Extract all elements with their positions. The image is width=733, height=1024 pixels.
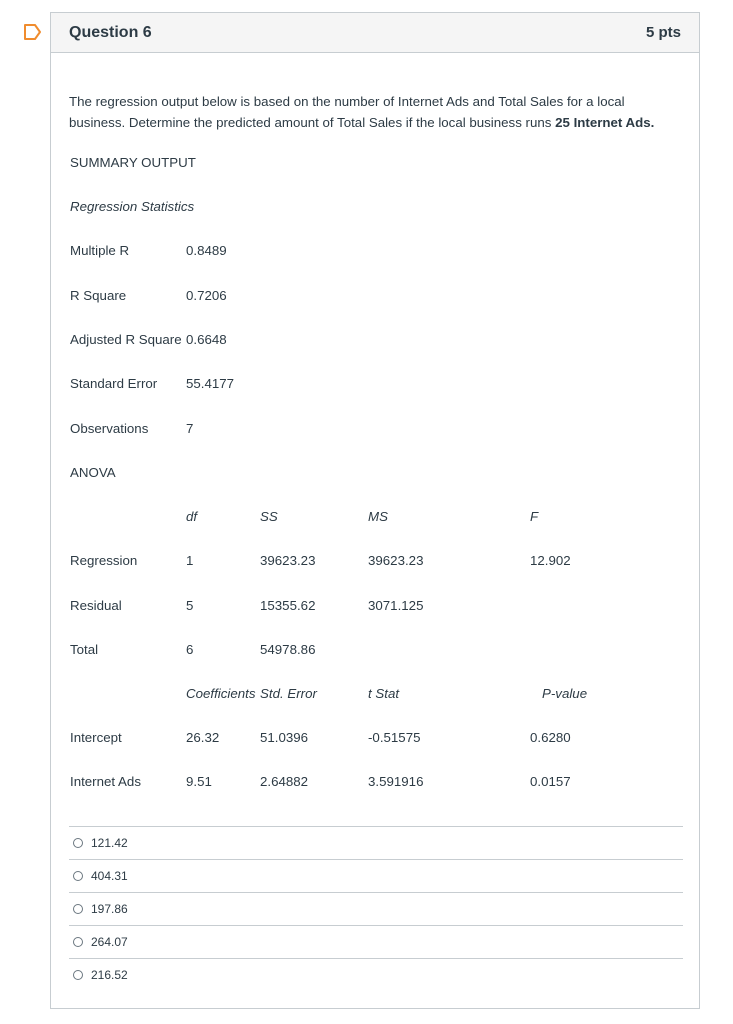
stat-value: 0.6648 [186,332,227,347]
answer-label[interactable]: 264.07 [91,935,128,949]
question-text [69,91,684,133]
anova-cell: 54978.86 [260,642,316,657]
stat-value: 0.8489 [186,243,227,258]
answer-label[interactable]: 216.52 [91,968,128,982]
stat-label: Multiple R [70,243,130,258]
anova-header-f: F [530,509,539,524]
anova-cell: 5 [186,598,194,613]
answer-label[interactable]: 197.86 [91,902,128,916]
answer-option[interactable] [69,826,683,859]
radio-button[interactable] [73,904,83,914]
anova-row-label: Regression [70,553,138,568]
coef-cell: 3.591916 [368,774,424,789]
coef-cell: 0.0157 [530,774,571,789]
coef-header-t-stat: t Stat [368,686,400,701]
answer-option[interactable] [69,859,683,892]
question-text-main: The regression output below is based on the number of Internet Ads and Total Sales for a local business. Determine the predicted amount of Total Sales if the local business runs [69,94,625,130]
anova-cell: 3071.125 [368,598,424,613]
coef-cell: 51.0396 [260,730,309,745]
stat-value: 55.4177 [186,376,235,391]
coef-header-p-value: P-value [542,686,588,701]
answer-list [69,826,683,991]
stat-value: 0.7206 [186,288,227,303]
coef-cell: 2.64882 [260,774,309,789]
question-points: 5 pts [645,24,681,41]
anova-cell: 15355.62 [260,598,316,613]
radio-button[interactable] [73,871,83,881]
answer-option[interactable] [69,958,683,991]
stat-value: 7 [186,421,194,436]
anova-header-ms: MS [368,509,388,524]
bookmark-flag-icon[interactable] [23,23,43,41]
coef-row-label: Internet Ads [70,774,141,789]
answer-label[interactable]: 121.42 [91,836,128,850]
anova-cell: 39623.23 [368,553,424,568]
coef-cell: -0.51575 [368,730,421,745]
coef-row-label: Intercept [70,730,122,745]
answer-label[interactable]: 404.31 [91,869,128,883]
answer-option[interactable] [69,925,683,958]
coef-cell: 26.32 [186,730,220,745]
anova-header-df: df [186,509,198,524]
anova-cell: 12.902 [530,553,571,568]
radio-button[interactable] [73,838,83,848]
anova-row-label: Residual [70,598,122,613]
question-card [50,12,700,1009]
anova-cell: 1 [186,553,194,568]
coef-header-std-error: Std. Error [260,686,317,701]
anova-row-label: Total [70,642,99,657]
anova-cell: 39623.23 [260,553,316,568]
stat-label: R Square [70,288,127,303]
coef-cell: 9.51 [186,774,212,789]
coef-cell: 0.6280 [530,730,571,745]
anova-header-ss: SS [260,509,278,524]
question-text-bold: 25 Internet Ads. [555,115,655,130]
stat-label: Observations [70,421,149,436]
anova-cell: 6 [186,642,194,657]
radio-button[interactable] [73,970,83,980]
summary-heading: SUMMARY OUTPUT [70,155,196,170]
answer-option[interactable] [69,892,683,925]
regression-statistics-heading: Regression Statistics [70,199,195,214]
stat-label: Adjusted R Square [70,332,182,347]
anova-heading: ANOVA [70,465,116,480]
stat-label: Standard Error [70,376,158,391]
coef-header-coefficients: Coefficients [186,686,256,701]
question-header [51,13,699,53]
question-title: Question 6 [69,23,152,41]
radio-button[interactable] [73,937,83,947]
